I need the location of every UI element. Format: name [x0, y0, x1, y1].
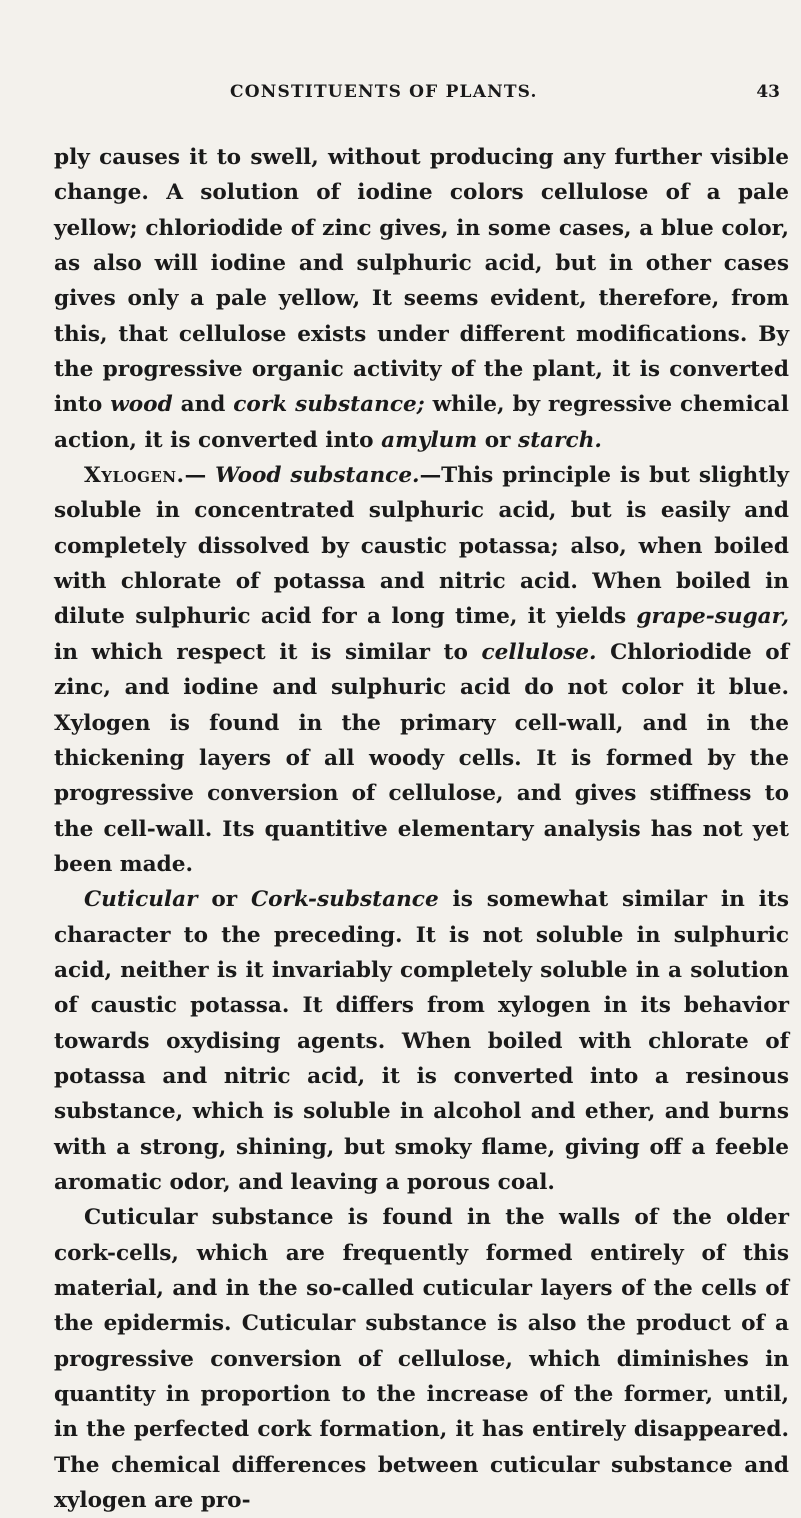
section-heading: Xylogen. — [84, 463, 185, 489]
book-page — [54, 82, 794, 1514]
paragraph-cuticular: Cuticular or Cork-substance is somewhat similar in its character to the preceding. It is not soluble in sulphuric acid, neither is it invariably completely soluble in a solution of caustic potassa. It differs from xylogen in its behavior towards oxydising agents. When boiled with chlorate of potassa and nitric acid, it is converted into a resinous substance, which is soluble in alcohol and ether, and burns with a strong, shining, but smoky flame, giving off a feeble aromatic odor, and leaving a porous coal. — [54, 887, 789, 1195]
page-number: 43 — [756, 82, 780, 102]
paragraph: ply causes it to swell, without producing any further visible change. A solution of iodine colors cellulose of a pale yellow; chloriodide of zinc gives, in some cases, a blue color, as also will iodine and sulphuric acid, but in other cases gives only a pale yellow, It seems evident, therefore, from this, that cellulose exists under different modifications. By the progressive organic activity of the plant, it is converted into wood and cork substance; while, by regressive chemical action, it is converted into amylum or starch. — [54, 145, 789, 453]
page-header — [54, 82, 794, 122]
paragraph-xylogen: Xylogen.— Wood substance.—This principle is but slightly soluble in concentrated sulphuric acid, but is easily and completely dissolved by caustic potassa; also, when boiled with chlorate of potassa and nitric acid. When boiled in dilute sulphuric acid for a long time, it yields grape-sugar, in which respect it is similar to cellulose. Chloriodide of zinc, and iodine and sulphuric acid do not color it blue. Xylogen is found in the primary cell-wall, and in the thickening layers of all woody cells. It is formed by the progressive conversion of cellulose, and gives stiffness to the cell-wall. Its quantitive elementary analysis has not yet been made. — [54, 463, 789, 877]
body-text — [54, 140, 789, 1518]
paragraph: Cuticular substance is found in the walls of the older cork-cells, which are frequently formed entirely of this material, and in the so-called cuticular layers of the cells of the epidermis. Cuticular substance is also the product of a progressive conversion of cellulose, which diminishes in quantity in proportion to the increase of the former, until, in the perfected cork formation, it has entirely disappeared. The chemical differences between cuticular substance and xylogen are pro- — [54, 1205, 789, 1514]
running-title: CONSTITUENTS OF PLANTS. — [230, 82, 538, 102]
